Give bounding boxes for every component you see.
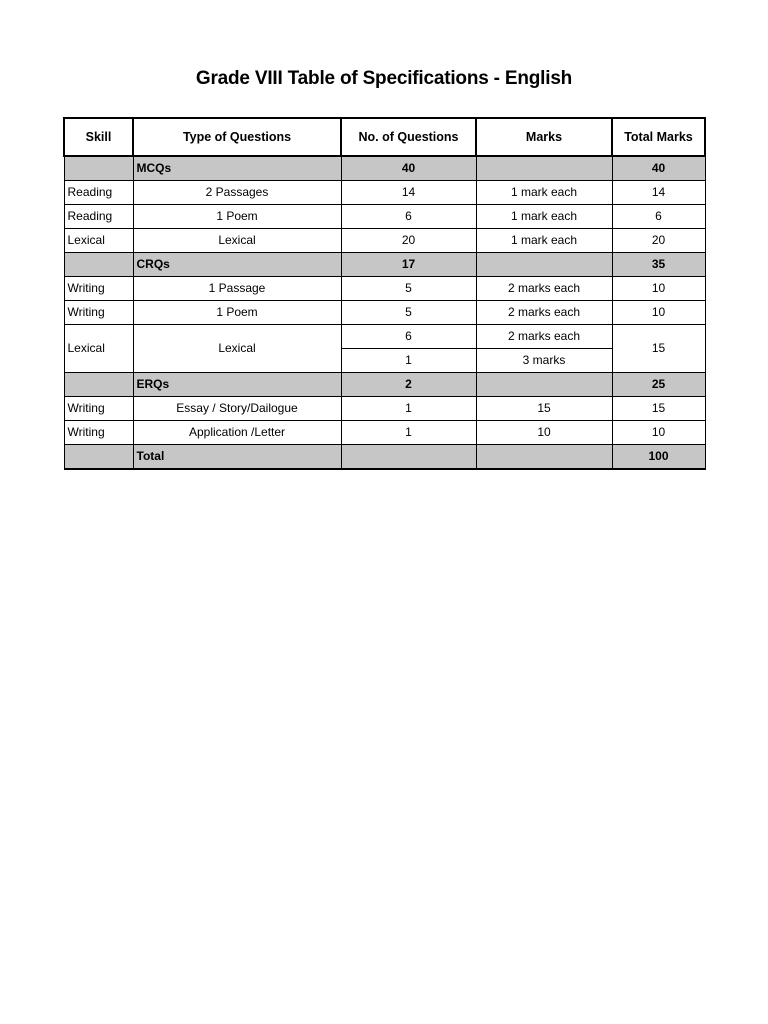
marks-cell: 10 — [476, 421, 612, 445]
question-type-cell: Lexical — [133, 229, 341, 253]
total-marks-cell: 15 — [612, 325, 705, 373]
marks-cell: 2 marks each — [476, 277, 612, 301]
question-type-cell: Lexical — [133, 325, 341, 373]
question-type-cell: 1 Passage — [133, 277, 341, 301]
header-total-marks: Total Marks — [612, 118, 705, 156]
skill-cell: Reading — [64, 181, 133, 205]
section-row-erqs — [64, 373, 705, 397]
section-total-marks: 25 — [612, 373, 705, 397]
total-marks-cell: 10 — [612, 301, 705, 325]
section-row-crqs — [64, 253, 705, 277]
table-row — [64, 301, 705, 325]
section-label: MCQs — [133, 156, 341, 181]
section-skill-cell — [64, 253, 133, 277]
page-title: Grade VIII Table of Specifications - English — [195, 68, 573, 89]
section-total-marks: 35 — [612, 253, 705, 277]
total-marks-cell: 6 — [612, 205, 705, 229]
section-marks-cell — [476, 373, 612, 397]
table-row — [64, 421, 705, 445]
total-marks-cell: 10 — [612, 421, 705, 445]
table-row — [64, 229, 705, 253]
skill-cell: Writing — [64, 301, 133, 325]
grand-total-label: Total — [133, 445, 341, 470]
header-no-of-questions: No. of Questions — [341, 118, 476, 156]
question-count-cell: 6 — [341, 325, 476, 349]
total-marks-cell: 15 — [612, 397, 705, 421]
section-label: ERQs — [133, 373, 341, 397]
section-marks-cell — [476, 445, 612, 470]
marks-cell: 2 marks each — [476, 325, 612, 349]
section-total-marks: 40 — [612, 156, 705, 181]
question-count-cell: 1 — [341, 421, 476, 445]
marks-cell: 1 mark each — [476, 229, 612, 253]
marks-cell: 15 — [476, 397, 612, 421]
skill-cell: Lexical — [64, 325, 133, 373]
skill-cell: Reading — [64, 205, 133, 229]
section-question-count — [341, 445, 476, 470]
table-row — [64, 181, 705, 205]
header-row — [64, 118, 705, 156]
grand-total-marks: 100 — [612, 445, 705, 470]
skill-cell: Writing — [64, 397, 133, 421]
total-marks-cell: 20 — [612, 229, 705, 253]
question-count-cell: 6 — [341, 205, 476, 229]
table-row — [64, 325, 705, 349]
question-type-cell: 2 Passages — [133, 181, 341, 205]
question-type-cell: 1 Poem — [133, 301, 341, 325]
question-count-cell: 1 — [341, 349, 476, 373]
question-type-cell: 1 Poem — [133, 205, 341, 229]
section-question-count: 17 — [341, 253, 476, 277]
section-question-count: 2 — [341, 373, 476, 397]
question-count-cell: 20 — [341, 229, 476, 253]
question-count-cell: 1 — [341, 397, 476, 421]
total-marks-cell: 10 — [612, 277, 705, 301]
section-question-count: 40 — [341, 156, 476, 181]
header-skill: Skill — [64, 118, 133, 156]
marks-cell: 2 marks each — [476, 301, 612, 325]
total-marks-cell: 14 — [612, 181, 705, 205]
skill-cell: Lexical — [64, 229, 133, 253]
specification-table — [63, 117, 706, 470]
question-count-cell: 14 — [341, 181, 476, 205]
question-type-cell: Application /Letter — [133, 421, 341, 445]
marks-cell: 1 mark each — [476, 205, 612, 229]
table-row — [64, 205, 705, 229]
section-row-mcqs — [64, 156, 705, 181]
section-marks-cell — [476, 253, 612, 277]
header-type-of-questions: Type of Questions — [133, 118, 341, 156]
table-row — [64, 277, 705, 301]
marks-cell: 1 mark each — [476, 181, 612, 205]
question-type-cell: Essay / Story/Dailogue — [133, 397, 341, 421]
section-label: CRQs — [133, 253, 341, 277]
section-skill-cell — [64, 445, 133, 470]
section-skill-cell — [64, 373, 133, 397]
question-count-cell: 5 — [341, 277, 476, 301]
header-marks: Marks — [476, 118, 612, 156]
table-row — [64, 397, 705, 421]
marks-cell: 3 marks — [476, 349, 612, 373]
question-count-cell: 5 — [341, 301, 476, 325]
section-marks-cell — [476, 156, 612, 181]
grand-total-row — [64, 445, 705, 470]
skill-cell: Writing — [64, 277, 133, 301]
skill-cell: Writing — [64, 421, 133, 445]
section-skill-cell — [64, 156, 133, 181]
